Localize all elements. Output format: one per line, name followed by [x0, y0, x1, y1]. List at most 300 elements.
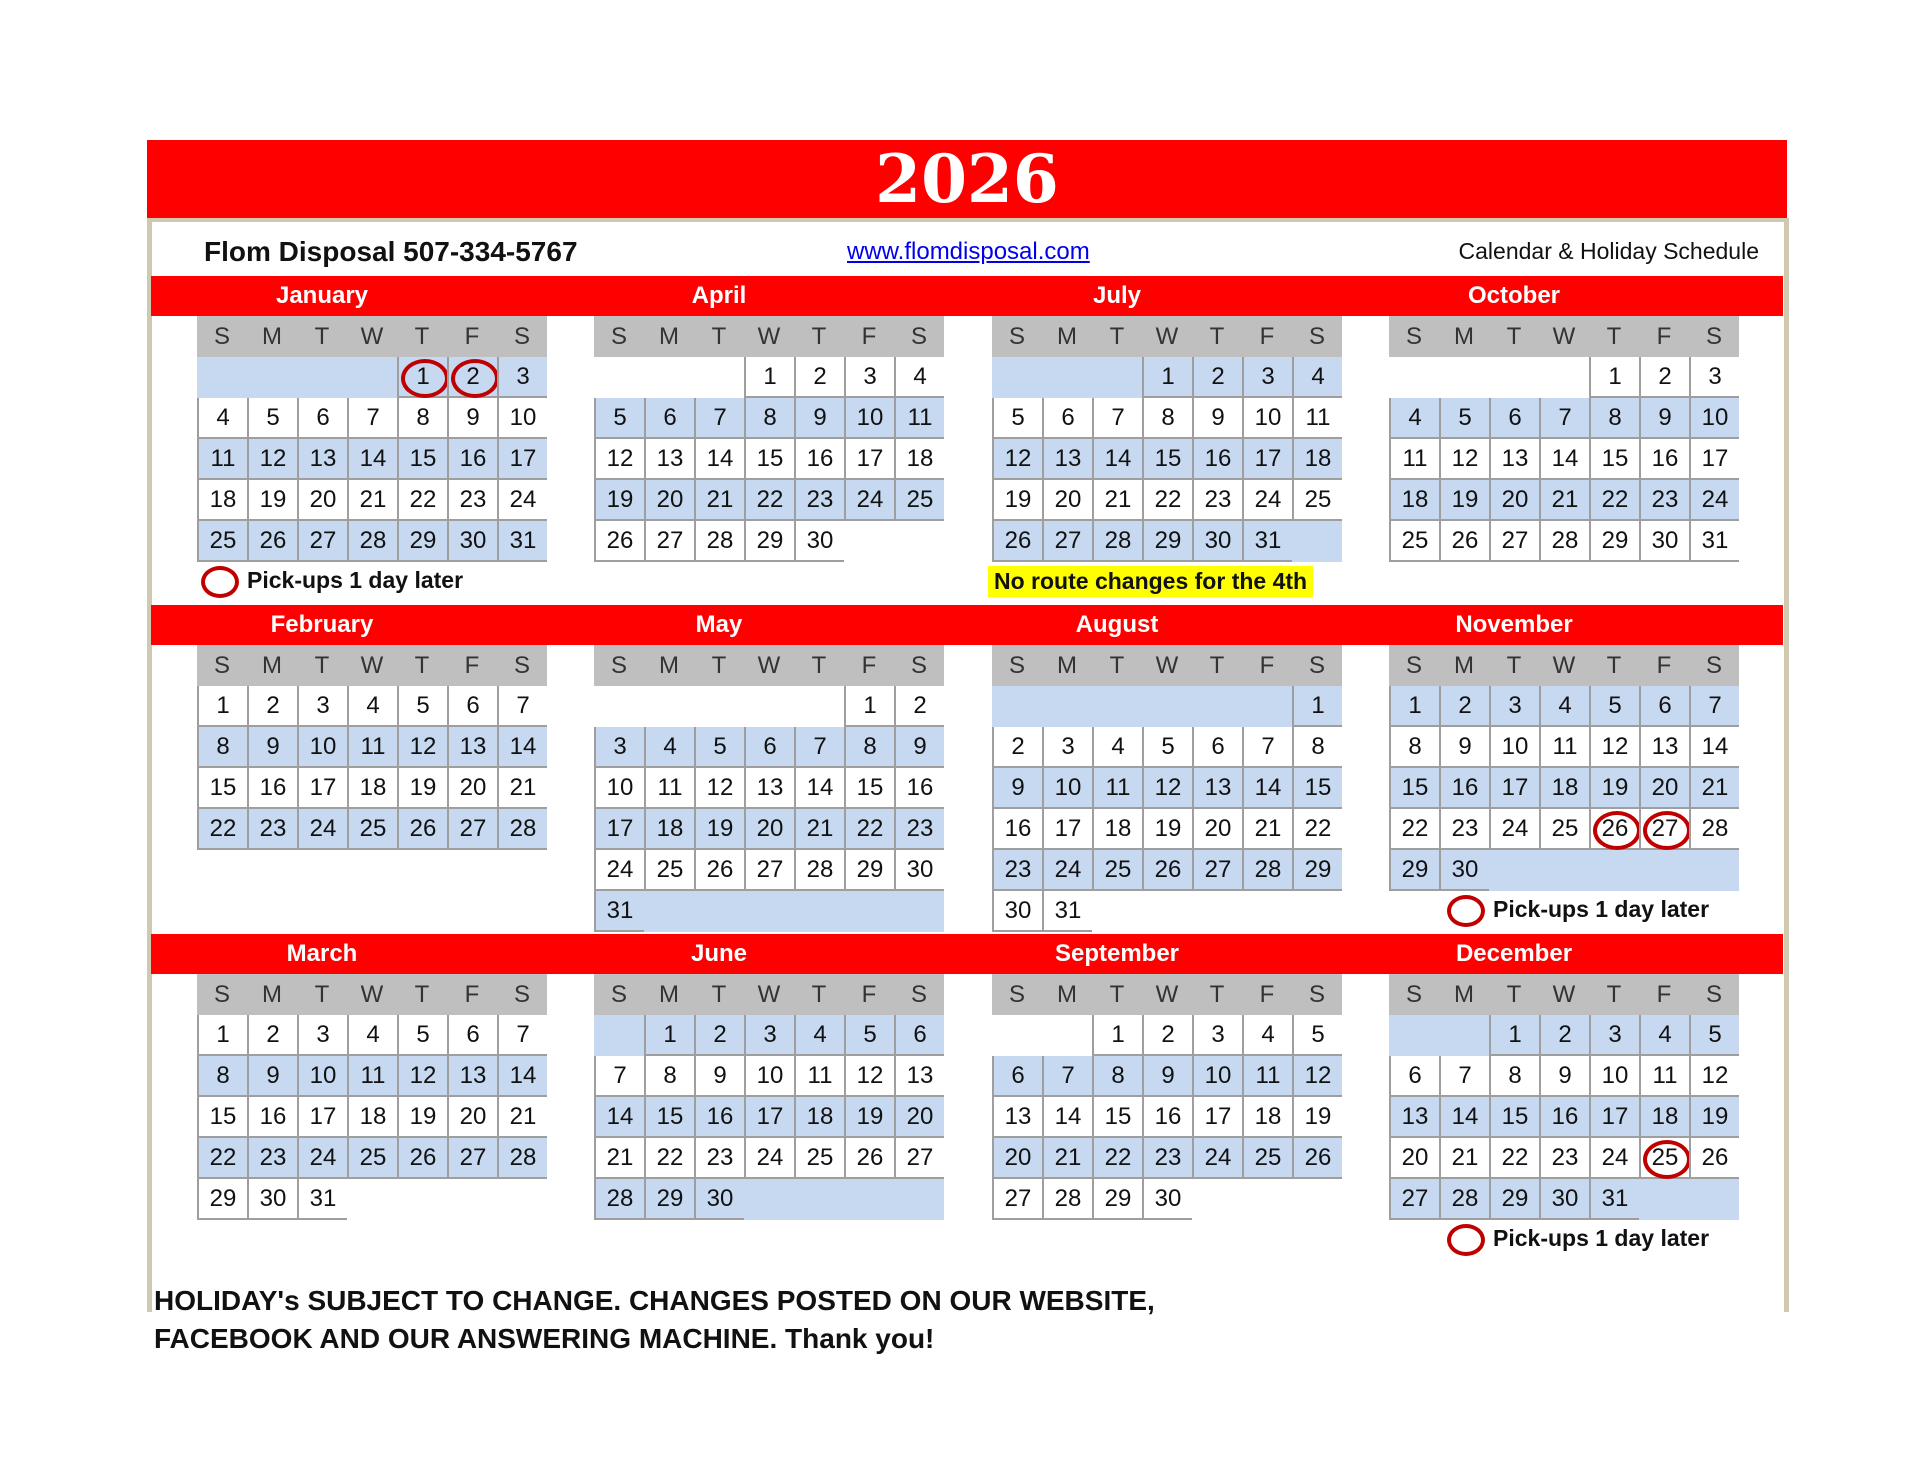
day-cell: 15 — [1489, 1097, 1539, 1138]
weekday-header: F — [447, 316, 497, 357]
day-cell: 2 — [694, 1015, 744, 1056]
day-cell: 17 — [1589, 1097, 1639, 1138]
day-cell: 30 — [694, 1179, 744, 1220]
day-cell: 28 — [1042, 1179, 1092, 1220]
day-cell: 9 — [247, 1056, 297, 1097]
day-cell: 15 — [644, 1097, 694, 1138]
day-cell: 3 — [594, 727, 644, 768]
weekday-header: W — [744, 645, 794, 686]
weekday-header: F — [1242, 316, 1292, 357]
day-cell: 30 — [1142, 1179, 1192, 1220]
day-cell: 31 — [497, 521, 547, 562]
weekday-header: S — [497, 316, 547, 357]
day-cell: 17 — [744, 1097, 794, 1138]
day-cell: 2 — [894, 686, 944, 727]
day-cell: 11 — [1389, 439, 1439, 480]
day-cell: 25 — [1092, 850, 1142, 891]
day-cell: 6 — [1489, 398, 1539, 439]
day-cell: 9 — [1192, 398, 1242, 439]
day-cell: 29 — [644, 1179, 694, 1220]
day-cell: 9 — [894, 727, 944, 768]
day-cell: 23 — [1439, 809, 1489, 850]
day-cell: 10 — [1242, 398, 1292, 439]
day-cell: 9 — [1439, 727, 1489, 768]
day-cell: 3 — [844, 357, 894, 398]
day-cell: 20 — [447, 768, 497, 809]
day-cell: 27 — [297, 521, 347, 562]
month-title: September — [1054, 940, 1180, 967]
empty-cell — [894, 891, 944, 932]
day-cell: 31 — [1589, 1179, 1639, 1220]
weekday-header: T — [1489, 316, 1539, 357]
day-cell: 27 — [447, 1138, 497, 1179]
day-cell: 12 — [694, 768, 744, 809]
day-cell: 9 — [992, 768, 1042, 809]
weekday-header: T — [694, 316, 744, 357]
day-cell: 2 — [1192, 357, 1242, 398]
weekday-header: W — [1539, 316, 1589, 357]
day-cell: 30 — [1639, 521, 1689, 562]
day-cell: 9 — [447, 398, 497, 439]
day-cell: 10 — [1589, 1056, 1639, 1097]
day-cell: 23 — [247, 809, 297, 850]
empty-cell — [794, 1179, 844, 1220]
day-cell: 14 — [1689, 727, 1739, 768]
weekday-header: S — [197, 645, 247, 686]
day-cell: 1 — [1589, 357, 1639, 398]
day-cell: 15 — [1292, 768, 1342, 809]
day-cell: 8 — [197, 1056, 247, 1097]
day-cell: 18 — [1539, 768, 1589, 809]
weekday-header: T — [1192, 645, 1242, 686]
weekday-header: M — [1439, 316, 1489, 357]
day-cell: 31 — [297, 1179, 347, 1220]
day-cell: 12 — [844, 1056, 894, 1097]
day-cell: 14 — [1439, 1097, 1489, 1138]
day-cell: 9 — [694, 1056, 744, 1097]
day-cell: 5 — [247, 398, 297, 439]
day-cell: 27 — [447, 809, 497, 850]
day-cell: 5 — [397, 1015, 447, 1056]
day-cell: 24 — [1042, 850, 1092, 891]
empty-cell — [197, 357, 247, 398]
day-cell: 13 — [894, 1056, 944, 1097]
weekday-header: S — [1689, 974, 1739, 1015]
weekday-header: T — [297, 316, 347, 357]
day-cell: 29 — [1092, 1179, 1142, 1220]
day-cell: 23 — [1639, 480, 1689, 521]
weekday-header: S — [1292, 316, 1342, 357]
empty-cell — [347, 357, 397, 398]
day-cell: 6 — [297, 398, 347, 439]
empty-cell — [1489, 850, 1539, 891]
day-cell: 18 — [1639, 1097, 1689, 1138]
weekday-header: S — [1689, 316, 1739, 357]
day-cell: 15 — [744, 439, 794, 480]
day-cell: 13 — [1489, 439, 1539, 480]
day-cell: 21 — [594, 1138, 644, 1179]
empty-cell — [1689, 850, 1739, 891]
weekday-header: F — [1639, 316, 1689, 357]
day-cell-holiday: 2 — [447, 357, 497, 398]
day-cell: 19 — [397, 768, 447, 809]
day-cell: 29 — [197, 1179, 247, 1220]
weekday-header: W — [744, 974, 794, 1015]
day-cell: 5 — [397, 686, 447, 727]
day-cell: 6 — [1389, 1056, 1439, 1097]
day-cell: 21 — [1092, 480, 1142, 521]
day-cell: 23 — [694, 1138, 744, 1179]
day-cell: 27 — [1042, 521, 1092, 562]
day-cell: 20 — [447, 1097, 497, 1138]
weekday-header: W — [1539, 645, 1589, 686]
weekday-header: M — [247, 645, 297, 686]
day-cell: 1 — [844, 686, 894, 727]
day-cell: 23 — [1539, 1138, 1589, 1179]
day-cell: 24 — [1689, 480, 1739, 521]
day-cell: 7 — [694, 398, 744, 439]
day-cell: 20 — [1192, 809, 1242, 850]
day-cell: 17 — [1689, 439, 1739, 480]
weekday-header: T — [397, 974, 447, 1015]
day-cell: 26 — [397, 1138, 447, 1179]
month-title: June — [690, 940, 747, 967]
day-cell: 13 — [1389, 1097, 1439, 1138]
holiday-circle-icon — [1447, 1224, 1485, 1256]
day-cell: 16 — [247, 768, 297, 809]
day-cell: 7 — [594, 1056, 644, 1097]
day-cell: 5 — [1589, 686, 1639, 727]
empty-cell — [247, 357, 297, 398]
weekday-header: T — [794, 645, 844, 686]
empty-cell — [1439, 1015, 1489, 1056]
weekday-header: M — [1042, 316, 1092, 357]
day-cell: 4 — [1639, 1015, 1689, 1056]
weekday-header: S — [1389, 316, 1439, 357]
day-cell: 12 — [1439, 439, 1489, 480]
empty-cell — [1092, 686, 1142, 727]
weekday-header: M — [1042, 645, 1092, 686]
day-cell: 22 — [744, 480, 794, 521]
weekday-header: T — [297, 974, 347, 1015]
day-cell: 16 — [447, 439, 497, 480]
day-cell: 6 — [1639, 686, 1689, 727]
day-cell: 18 — [894, 439, 944, 480]
empty-cell — [644, 891, 694, 932]
day-cell: 12 — [1142, 768, 1192, 809]
day-cell: 21 — [794, 809, 844, 850]
day-cell: 4 — [1292, 357, 1342, 398]
day-cell: 14 — [794, 768, 844, 809]
day-cell: 25 — [1539, 809, 1589, 850]
day-cell: 29 — [1292, 850, 1342, 891]
note-text: Pick-ups 1 day later — [247, 567, 464, 594]
day-cell: 15 — [197, 768, 247, 809]
day-cell: 27 — [744, 850, 794, 891]
weekday-header: T — [1092, 974, 1142, 1015]
day-cell: 1 — [1292, 686, 1342, 727]
day-cell: 1 — [744, 357, 794, 398]
day-cell: 11 — [197, 439, 247, 480]
day-cell: 11 — [1242, 1056, 1292, 1097]
day-cell: 25 — [894, 480, 944, 521]
day-cell: 2 — [247, 686, 297, 727]
day-cell: 27 — [1389, 1179, 1439, 1220]
day-cell: 17 — [594, 809, 644, 850]
day-cell: 7 — [794, 727, 844, 768]
day-cell: 20 — [1042, 480, 1092, 521]
day-cell: 10 — [497, 398, 547, 439]
weekday-header: S — [497, 974, 547, 1015]
day-cell: 12 — [1292, 1056, 1342, 1097]
day-cell: 19 — [247, 480, 297, 521]
weekday-header: F — [1639, 645, 1689, 686]
weekday-header: S — [1292, 645, 1342, 686]
day-cell: 25 — [1292, 480, 1342, 521]
empty-cell — [1639, 850, 1689, 891]
day-cell: 16 — [1192, 439, 1242, 480]
empty-cell — [694, 891, 744, 932]
weekday-header: M — [644, 645, 694, 686]
day-cell: 15 — [197, 1097, 247, 1138]
day-cell: 25 — [197, 521, 247, 562]
day-cell: 7 — [347, 398, 397, 439]
day-cell: 17 — [1192, 1097, 1242, 1138]
day-cell: 15 — [1389, 768, 1439, 809]
month-title: March — [286, 940, 358, 967]
day-cell: 10 — [1689, 398, 1739, 439]
day-cell-holiday: 26 — [1589, 809, 1639, 850]
empty-cell — [992, 357, 1042, 398]
weekday-header: T — [694, 645, 744, 686]
day-cell: 24 — [297, 809, 347, 850]
day-cell: 17 — [297, 768, 347, 809]
subtitle: Calendar & Holiday Schedule — [1458, 238, 1759, 264]
day-cell: 24 — [1589, 1138, 1639, 1179]
month-note — [1447, 895, 1709, 927]
weekday-header: S — [197, 974, 247, 1015]
day-cell: 30 — [894, 850, 944, 891]
day-cell: 1 — [197, 1015, 247, 1056]
day-cell: 18 — [644, 809, 694, 850]
empty-cell — [844, 1179, 894, 1220]
day-cell: 8 — [1389, 727, 1439, 768]
empty-cell — [1689, 1179, 1739, 1220]
day-cell: 28 — [497, 1138, 547, 1179]
day-cell: 16 — [794, 439, 844, 480]
day-cell: 11 — [1092, 768, 1142, 809]
day-cell: 29 — [1142, 521, 1192, 562]
day-cell: 11 — [347, 727, 397, 768]
day-cell: 3 — [1489, 686, 1539, 727]
weekday-header: T — [694, 974, 744, 1015]
weekday-header: T — [1092, 645, 1142, 686]
day-cell: 19 — [992, 480, 1042, 521]
day-cell: 16 — [694, 1097, 744, 1138]
day-cell: 28 — [1092, 521, 1142, 562]
day-cell: 18 — [794, 1097, 844, 1138]
day-cell: 4 — [644, 727, 694, 768]
day-cell: 8 — [1489, 1056, 1539, 1097]
day-cell: 14 — [594, 1097, 644, 1138]
day-cell: 29 — [744, 521, 794, 562]
day-cell: 26 — [397, 809, 447, 850]
day-cell: 10 — [1489, 727, 1539, 768]
day-cell: 21 — [1689, 768, 1739, 809]
day-cell: 1 — [197, 686, 247, 727]
day-cell: 7 — [1539, 398, 1589, 439]
day-cell: 17 — [1042, 809, 1092, 850]
day-cell: 12 — [1689, 1056, 1739, 1097]
day-cell: 22 — [397, 480, 447, 521]
day-cell: 13 — [1192, 768, 1242, 809]
day-cell: 30 — [1192, 521, 1242, 562]
weekday-header: S — [1292, 974, 1342, 1015]
day-cell: 27 — [1192, 850, 1242, 891]
weekday-header: S — [1389, 645, 1439, 686]
empty-cell — [1092, 357, 1142, 398]
day-cell: 19 — [844, 1097, 894, 1138]
day-cell: 16 — [992, 809, 1042, 850]
day-cell: 30 — [992, 891, 1042, 932]
weekday-header: T — [397, 645, 447, 686]
weekday-header: T — [1192, 316, 1242, 357]
month-title: July — [1092, 282, 1142, 309]
day-cell: 8 — [644, 1056, 694, 1097]
weekday-header: S — [894, 974, 944, 1015]
day-cell: 3 — [1689, 357, 1739, 398]
day-cell: 17 — [297, 1097, 347, 1138]
holiday-circle-icon — [1447, 895, 1485, 927]
month-note: No route changes for the 4th — [988, 566, 1313, 597]
day-cell: 13 — [1042, 439, 1092, 480]
weekday-header: S — [1389, 974, 1439, 1015]
day-cell: 16 — [1439, 768, 1489, 809]
day-cell: 7 — [1439, 1056, 1489, 1097]
empty-cell — [894, 1179, 944, 1220]
day-cell: 23 — [992, 850, 1042, 891]
day-cell: 11 — [1639, 1056, 1689, 1097]
weekday-header: T — [1589, 316, 1639, 357]
month-note — [1447, 1224, 1709, 1256]
day-cell: 31 — [1242, 521, 1292, 562]
day-cell: 15 — [1092, 1097, 1142, 1138]
day-cell: 17 — [1242, 439, 1292, 480]
day-cell: 31 — [594, 891, 644, 932]
weekday-header: F — [447, 645, 497, 686]
day-cell: 21 — [694, 480, 744, 521]
weekday-header: W — [347, 316, 397, 357]
day-cell: 19 — [1689, 1097, 1739, 1138]
day-cell: 30 — [1439, 850, 1489, 891]
day-cell: 4 — [1389, 398, 1439, 439]
weekday-header: F — [1242, 645, 1292, 686]
day-cell: 27 — [992, 1179, 1042, 1220]
weekday-header: M — [644, 316, 694, 357]
day-cell: 6 — [644, 398, 694, 439]
weekday-header: F — [447, 974, 497, 1015]
day-cell: 19 — [694, 809, 744, 850]
day-cell: 6 — [894, 1015, 944, 1056]
day-cell: 4 — [347, 1015, 397, 1056]
day-cell: 24 — [1242, 480, 1292, 521]
footer-line-1: HOLIDAY's SUBJECT TO CHANGE. CHANGES POSTED ON OUR WEBSITE, — [154, 1285, 1155, 1316]
website-link[interactable]: www.flomdisposal.com — [847, 238, 1090, 265]
day-cell: 15 — [397, 439, 447, 480]
empty-cell — [1639, 1179, 1689, 1220]
day-cell-holiday: 27 — [1639, 809, 1689, 850]
day-cell: 12 — [397, 1056, 447, 1097]
month-title: November — [1455, 611, 1573, 638]
weekday-header: M — [644, 974, 694, 1015]
day-cell: 21 — [497, 1097, 547, 1138]
weekday-header: S — [594, 974, 644, 1015]
day-cell: 12 — [397, 727, 447, 768]
weekday-header: T — [297, 645, 347, 686]
day-cell: 27 — [894, 1138, 944, 1179]
day-cell: 19 — [397, 1097, 447, 1138]
day-cell: 9 — [1639, 398, 1689, 439]
day-cell: 23 — [894, 809, 944, 850]
day-cell: 25 — [347, 1138, 397, 1179]
day-cell: 4 — [894, 357, 944, 398]
weekday-header: F — [844, 316, 894, 357]
day-cell: 26 — [1142, 850, 1192, 891]
day-cell: 22 — [1489, 1138, 1539, 1179]
day-cell: 1 — [1489, 1015, 1539, 1056]
day-cell: 4 — [1092, 727, 1142, 768]
day-cell: 19 — [1292, 1097, 1342, 1138]
day-cell: 22 — [197, 809, 247, 850]
day-cell: 10 — [1042, 768, 1092, 809]
day-cell: 18 — [197, 480, 247, 521]
day-cell: 16 — [1639, 439, 1689, 480]
day-cell: 14 — [347, 439, 397, 480]
day-cell: 11 — [1292, 398, 1342, 439]
company-name: Flom Disposal 507-334-5767 — [204, 236, 578, 267]
day-cell: 9 — [794, 398, 844, 439]
day-cell: 8 — [1292, 727, 1342, 768]
empty-cell — [1292, 521, 1342, 562]
day-cell: 31 — [1042, 891, 1092, 932]
day-cell: 12 — [594, 439, 644, 480]
day-cell: 10 — [844, 398, 894, 439]
day-cell: 4 — [347, 686, 397, 727]
day-cell: 24 — [744, 1138, 794, 1179]
day-cell: 6 — [447, 686, 497, 727]
day-cell: 28 — [794, 850, 844, 891]
weekday-header: W — [744, 316, 794, 357]
weekday-header: F — [1242, 974, 1292, 1015]
day-cell: 17 — [1489, 768, 1539, 809]
day-cell: 29 — [1389, 850, 1439, 891]
day-cell: 24 — [594, 850, 644, 891]
weekday-header: T — [1589, 974, 1639, 1015]
weekday-header: M — [1042, 974, 1092, 1015]
weekday-header: S — [594, 645, 644, 686]
day-cell: 23 — [794, 480, 844, 521]
day-cell: 11 — [347, 1056, 397, 1097]
day-cell: 8 — [744, 398, 794, 439]
empty-cell — [1042, 686, 1092, 727]
day-cell: 10 — [594, 768, 644, 809]
day-cell: 25 — [347, 809, 397, 850]
day-cell: 26 — [694, 850, 744, 891]
day-cell: 28 — [594, 1179, 644, 1220]
day-cell: 22 — [644, 1138, 694, 1179]
day-cell: 24 — [1192, 1138, 1242, 1179]
month-title: January — [275, 282, 369, 309]
